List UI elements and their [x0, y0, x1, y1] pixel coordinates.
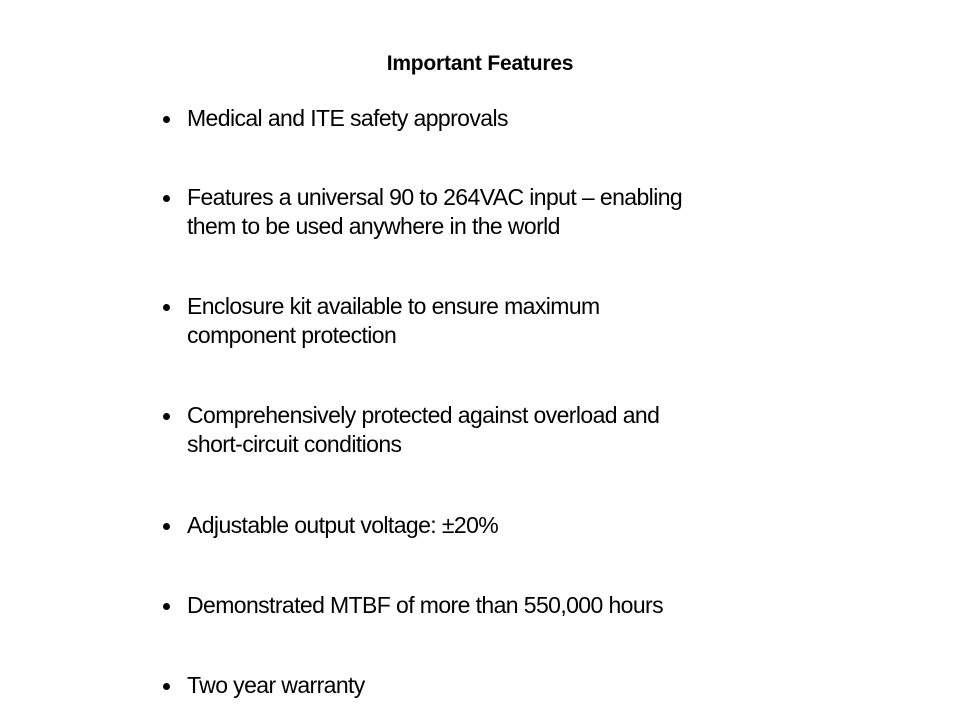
- bullet-item: [160, 511, 820, 540]
- bullet-text: [187, 671, 812, 700]
- bullet-line: Enclosure kit available to ensure maximum: [187, 293, 600, 319]
- bullet-line: them to be used anywhere in the world: [187, 213, 560, 239]
- round-bullet-icon: [163, 683, 170, 690]
- bullet-item: [160, 104, 820, 133]
- bullet-line: Adjustable output voltage: ±20%: [187, 512, 499, 538]
- bullet-item: [160, 292, 820, 350]
- bullet-line: short-circuit conditions: [187, 431, 402, 457]
- bullet-item: [160, 401, 820, 459]
- bullet-text: [187, 511, 812, 540]
- bullet-line: component protection: [187, 322, 397, 348]
- bullet-text: [187, 104, 812, 133]
- bullet-text: [187, 591, 812, 620]
- round-bullet-icon: [163, 523, 170, 530]
- bullet-line: Demonstrated MTBF of more than 550,000 hours: [187, 592, 664, 618]
- round-bullet-icon: [163, 195, 170, 202]
- bullet-line: Medical and ITE safety approvals: [187, 105, 508, 131]
- bullet-line: Features a universal 90 to 264VAC input – enabling: [187, 184, 683, 210]
- slide-title: Important Features: [386, 52, 574, 75]
- bullet-line: Two year warranty: [187, 672, 365, 698]
- round-bullet-icon: [163, 304, 170, 311]
- bullet-item: [160, 591, 820, 620]
- bullet-item: [160, 183, 820, 241]
- bullet-text: [187, 183, 812, 241]
- bullet-line: Comprehensively protected against overload and: [187, 402, 660, 428]
- bullet-item: [160, 671, 820, 700]
- round-bullet-icon: [163, 116, 170, 123]
- round-bullet-icon: [163, 603, 170, 610]
- bullet-text: [187, 401, 812, 459]
- round-bullet-icon: [163, 413, 170, 420]
- bullet-text: [187, 292, 812, 350]
